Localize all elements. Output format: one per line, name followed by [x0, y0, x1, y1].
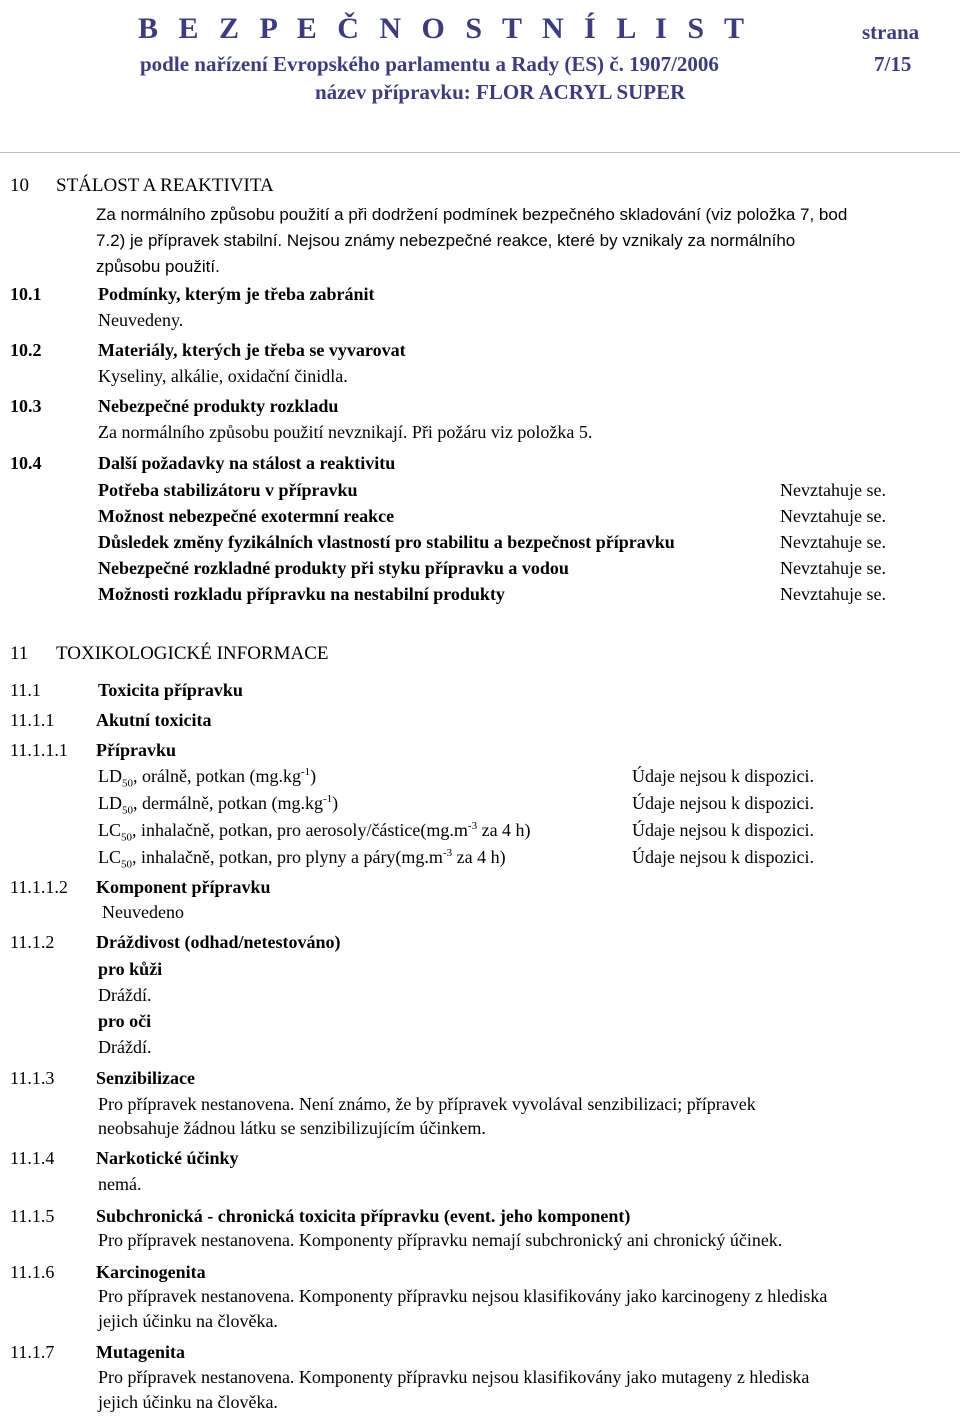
- eye-label: pro oči: [98, 1011, 152, 1031]
- toxicity-value: Údaje nejsou k dispozici.: [632, 847, 814, 867]
- tox-superscript: -1: [322, 793, 333, 805]
- tox-suffix: za 4 h): [452, 847, 506, 867]
- section-11-1-3-text-line-2: neobsahuje žádnou látku se senzibilizujícím účinkem.: [98, 1118, 486, 1138]
- toxicity-row: [98, 765, 317, 790]
- toxicity-value: Údaje nejsou k dispozici.: [632, 820, 814, 840]
- section-11-1-title: Toxicita přípravku: [98, 680, 243, 700]
- page-label: strana: [862, 20, 920, 44]
- stability-row-value: Nevztahuje se.: [780, 532, 886, 552]
- tox-subscript: 50: [121, 858, 133, 871]
- stability-row-label: Možnost nebezpečné exotermní reakce: [98, 506, 395, 526]
- section-11-1-4-text: nemá.: [98, 1174, 142, 1194]
- tox-prefix: LD: [98, 793, 122, 813]
- section-10-4-number: 10.4: [10, 453, 42, 473]
- stability-row-value: Nevztahuje se.: [780, 558, 886, 578]
- tox-suffix: ): [332, 793, 339, 813]
- page-number: 7/15: [874, 52, 912, 76]
- section-11-1-7-text-line-2: jejich účinku na člověka.: [98, 1392, 278, 1412]
- section-11-1-1-2-text: Neuvedeno: [102, 902, 184, 922]
- section-11-number: 11: [10, 643, 29, 664]
- section-11-1-6-text-line-1: Pro přípravek nestanovena. Komponenty přípravku nejsou klasifikovány jako karcinogeny z hlediska: [98, 1286, 828, 1306]
- tox-desc: , dermálně, potkan (mg.kg: [133, 793, 323, 813]
- section-10-4-title: Další požadavky na stálost a reaktivitu: [98, 453, 396, 473]
- tox-desc: , orálně, potkan (mg.kg: [133, 766, 301, 786]
- product-label: název přípravku:: [315, 80, 471, 104]
- section-10-2-title: Materiály, kterých je třeba se vyvarovat: [98, 340, 406, 360]
- section-10-3-title: Nebezpečné produkty rozkladu: [98, 396, 339, 416]
- tox-desc: , inhalačně, potkan, pro aerosoly/částice(mg.m: [132, 820, 468, 840]
- section-11-1-7-title: Mutagenita: [96, 1342, 185, 1362]
- section-11-1-3-text-line-1: Pro přípravek nestanovena. Není známo, že by přípravek vyvolával senzibilizaci; přípravek: [98, 1094, 756, 1114]
- header-divider: [0, 152, 960, 153]
- section-11-1-1-2-number: 11.1.1.2: [10, 877, 68, 897]
- tox-subscript: 50: [122, 777, 133, 790]
- section-10-intro-line-2: 7.2) je přípravek stabilní. Nejsou známy nebezpečné reakce, které by vznikaly za normálního: [96, 231, 796, 250]
- toxicity-row: [98, 819, 531, 844]
- section-11-1-7-text-line-1: Pro přípravek nestanovena. Komponenty přípravku nejsou klasifikovány jako mutageny z hlediska: [98, 1367, 810, 1387]
- tox-suffix: za 4 h): [477, 820, 531, 840]
- toxicity-row: [98, 846, 506, 871]
- section-10-number: 10: [10, 175, 29, 196]
- section-10-2-text: Kyseliny, alkálie, oxidační činidla.: [98, 366, 348, 386]
- section-11-1-1-1-number: 11.1.1.1: [10, 740, 68, 760]
- section-11-1-6-number: 11.1.6: [10, 1262, 55, 1282]
- section-11-1-5-number: 11.1.5: [10, 1206, 55, 1226]
- product-name: FLOR ACRYL SUPER: [476, 80, 686, 104]
- section-11-1-number: 11.1: [10, 680, 41, 700]
- section-11-1-1-number: 11.1.1: [10, 710, 55, 730]
- section-11-1-5-title: Subchronická - chronická toxicita přípravku (event. jeho komponent): [96, 1206, 631, 1226]
- tox-superscript: -3: [442, 847, 453, 859]
- section-11-title: TOXIKOLOGICKÉ INFORMACE: [56, 643, 329, 664]
- tox-prefix: LC: [98, 847, 122, 867]
- tox-prefix: LD: [98, 766, 122, 786]
- section-11-1-4-title: Narkotické účinky: [96, 1148, 239, 1168]
- tox-prefix: LC: [98, 820, 122, 840]
- stability-row-label: Nebezpečné rozkladné produkty při styku přípravku a vodou: [98, 558, 569, 578]
- tox-superscript: -3: [467, 820, 478, 832]
- tox-desc: , inhalačně, potkan, pro plyny a páry(mg.m: [132, 847, 443, 867]
- document-title: B E Z P E Č N O S T N Í L I S T: [138, 12, 751, 45]
- stability-row-value: Nevztahuje se.: [780, 584, 886, 604]
- stability-row-label: Potřeba stabilizátoru v přípravku: [98, 480, 358, 500]
- section-10-2-number: 10.2: [10, 340, 42, 360]
- stability-row-value: Nevztahuje se.: [780, 506, 886, 526]
- section-11-1-7-number: 11.1.7: [10, 1342, 55, 1362]
- eye-text: Dráždí.: [98, 1037, 152, 1057]
- section-10-3-text: Za normálního způsobu použití nevznikají. Při požáru viz položka 5.: [98, 422, 593, 442]
- stability-row-label: Důsledek změny fyzikálních vlastností pro stabilitu a bezpečnost přípravku: [98, 532, 675, 552]
- section-11-1-5-text: Pro přípravek nestanovena. Komponenty přípravku nemají subchronický ani chronický účinek.: [98, 1230, 783, 1250]
- product-name-line: [315, 80, 685, 105]
- toxicity-value: Údaje nejsou k dispozici.: [632, 793, 814, 813]
- tox-superscript: -1: [300, 766, 311, 778]
- section-10-title: STÁLOST A REAKTIVITA: [56, 175, 274, 196]
- toxicity-value: Údaje nejsou k dispozici.: [632, 766, 814, 786]
- section-11-1-2-number: 11.1.2: [10, 932, 55, 952]
- regulation-text: podle nařízení Evropského parlamentu a Rady (ES) č. 1907/2006: [140, 52, 719, 76]
- section-10-1-number: 10.1: [10, 284, 42, 304]
- section-11-1-3-number: 11.1.3: [10, 1068, 55, 1088]
- tox-subscript: 50: [122, 804, 133, 817]
- tox-suffix: ): [310, 766, 317, 786]
- section-11-1-3-title: Senzibilizace: [96, 1068, 195, 1088]
- section-11-1-1-2-title: Komponent přípravku: [96, 877, 271, 897]
- toxicity-row: [98, 792, 339, 817]
- section-11-1-4-number: 11.1.4: [10, 1148, 55, 1168]
- skin-label: pro kůži: [98, 959, 163, 979]
- section-11-1-6-title: Karcinogenita: [96, 1262, 206, 1282]
- section-10-intro-line-1: Za normálního způsobu použití a při dodržení podmínek bezpečného skladování (viz položka 7, bod: [96, 205, 848, 224]
- tox-subscript: 50: [121, 831, 133, 844]
- section-11-1-1-title: Akutní toxicita: [96, 710, 212, 730]
- section-10-intro-line-3: způsobu použití.: [96, 257, 220, 276]
- section-10-1-title: Podmínky, kterým je třeba zabránit: [98, 284, 375, 304]
- skin-text: Dráždí.: [98, 985, 152, 1005]
- section-11-1-2-title: Dráždivost (odhad/netestováno): [96, 932, 341, 952]
- section-11-1-1-1-title: Přípravku: [96, 740, 177, 760]
- stability-row-label: Možnosti rozkladu přípravku na nestabilní produkty: [98, 584, 505, 604]
- stability-row-value: Nevztahuje se.: [780, 480, 886, 500]
- section-11-1-6-text-line-2: jejich účinku na člověka.: [98, 1311, 278, 1331]
- section-10-1-text: Neuvedeny.: [98, 310, 184, 330]
- section-10-3-number: 10.3: [10, 396, 42, 416]
